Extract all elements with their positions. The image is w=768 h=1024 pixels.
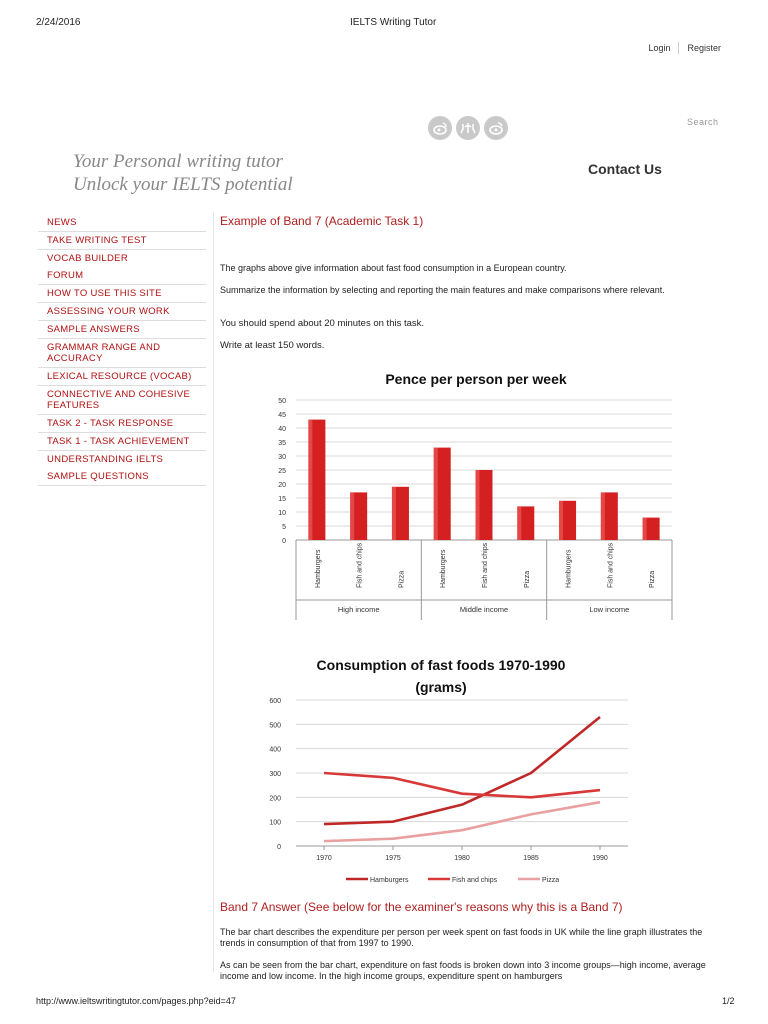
line-series [324,773,600,797]
bar-y-tick-label: 5 [282,524,286,531]
bar-highlight [476,470,480,540]
line-chart-title: Consumption of fast foods 1970-1990 [316,657,566,673]
bar-category-label: Pizza [523,570,531,588]
sidebar-item-understanding[interactable]: UNDERSTANDING IELTS [47,454,164,465]
legend-label: Hamburgers [370,877,409,884]
bar-y-tick-label: 35 [278,440,286,447]
task-time: You should spend about 20 minutes on this task. [220,318,425,329]
bar-highlight [350,492,354,540]
sidebar-menu [38,214,206,486]
bar-highlight [643,518,647,540]
site-tagline [73,150,293,196]
sidebar-item-forum[interactable]: FORUM [38,267,206,285]
contact-us-link[interactable]: Contact Us [588,161,662,177]
bar-y-tick-label: 40 [278,426,286,433]
bar-category-label: Hamburgers [565,549,573,588]
line-x-tick-label: 1980 [454,855,470,862]
login-link[interactable]: Login [648,43,671,53]
bar-chart [220,360,700,630]
line-y-tick-label: 500 [269,722,281,730]
line-y-tick-label: 0 [277,844,281,851]
bar-y-tick-label: 20 [278,482,286,489]
task-intro: The graphs above give information about fast food consumption in a European country. [220,263,567,273]
bar-category-label: Pizza [398,570,406,588]
bar-highlight [517,506,521,540]
bar-y-tick-label: 50 [278,398,286,405]
bar-category-label: Fish and chips [482,542,489,588]
bar-highlight [434,448,438,540]
page-title: Example of Band 7 (Academic Task 1) [220,214,424,228]
sidebar-item-news[interactable]: NEWS [47,217,77,228]
bar-y-tick-label: 15 [278,496,286,503]
line-y-tick-label: 200 [269,795,281,803]
bar-group-label: High income [337,605,380,614]
sidebar-item-task1[interactable]: TASK 1 - TASK ACHIEVEMENT [38,433,206,451]
legend-label: Fish and chips [452,877,498,884]
line-y-tick-label: 400 [269,746,281,754]
weibo-icon[interactable] [428,116,452,140]
sidebar-item-task2[interactable]: TASK 2 - TASK RESPONSE [38,415,206,433]
answer-paragraph-2: As can be seen from the bar chart, expenditure on fast foods is broken down into 3 income groups—high income, average income and low income. In the high income groups, expenditure spent on hamburgers [220,960,706,981]
register-link[interactable]: Register [687,43,721,53]
search-field[interactable]: Search [687,117,719,127]
line-y-tick-label: 100 [269,819,281,827]
tagline-line-2: Unlock your IELTS potential [73,174,293,195]
bar-highlight [392,487,396,540]
sidebar-item-lexical[interactable]: LEXICAL RESOURCE (VOCAB) [38,368,206,386]
social-icons [428,116,508,140]
bar-y-tick-label: 25 [278,468,286,475]
sidebar-item-connective[interactable]: CONNECTIVE AND COHESIVE FEATURES [38,386,206,415]
footer-url: http://www.ieltswritingtutor.com/pages.php?eid=47 [36,996,236,1006]
line-x-tick-label: 1990 [592,855,608,862]
line-x-tick-label: 1970 [316,855,332,862]
answer-heading: Band 7 Answer (See below for the examiner's reasons why this is a Band 7) [220,900,623,914]
sidebar-item-how-to-use[interactable]: HOW TO USE THIS SITE [38,285,206,303]
bar-category-label: Hamburgers [440,549,448,588]
bar-highlight [601,492,605,540]
line-x-tick-label: 1975 [385,855,401,862]
legend-label: Pizza [542,877,560,884]
sidebar-item-take-writing-test[interactable]: TAKE WRITING TEST [38,231,206,250]
sidebar-item-sample-questions[interactable]: SAMPLE QUESTIONS [38,468,206,486]
top-nav [648,42,721,54]
line-y-tick-label: 600 [269,698,281,705]
bar-highlight [559,501,563,540]
bar-y-tick-label: 0 [282,538,286,545]
sidebar-item-grammar[interactable]: GRAMMAR RANGE AND ACCURACY [38,339,206,368]
line-series [324,717,600,824]
bar-category-label: Fish and chips [607,542,615,588]
task-words: Write at least 150 words. [220,340,325,351]
bar-category-label: Fish and chips [356,542,364,588]
print-date: 2/24/2016 [36,17,81,28]
line-chart-subtitle: (grams) [415,679,467,695]
sidebar-item-assessing[interactable]: ASSESSING YOUR WORK [38,303,206,321]
tencent-weibo-icon[interactable] [484,116,508,140]
nav-divider [678,42,679,54]
bar-group-label: Low income [589,605,630,614]
footer-page: 1/2 [722,996,735,1006]
answer-paragraph-1: The bar chart describes the expenditure per person per week spent on fast foods in UK while the line graph illustrates the trends in consumption of that from 1997 to 1990. [220,927,703,948]
bar-category-label: Hamburgers [314,549,322,588]
content-divider [213,212,214,972]
bar-y-tick-label: 45 [278,412,286,419]
bar-category-label: Pizza [649,570,657,588]
sidebar-item-vocab-builder[interactable]: VOCAB BUILDER [47,253,128,264]
line-x-tick-label: 1985 [523,855,539,862]
bar-chart-title: Pence per person per week [385,371,567,387]
tagline-line-1: Your Personal writing tutor [73,151,283,172]
bar-group-label: Middle income [459,605,509,614]
renren-icon[interactable] [456,116,480,140]
line-chart [250,648,630,888]
line-y-tick-label: 300 [269,771,281,778]
task-instruction: Summarize the information by selecting and reporting the main features and make comparisons where relevant. [220,285,665,295]
bar-highlight [308,420,312,540]
bar-y-tick-label: 10 [278,510,286,517]
print-title: IELTS Writing Tutor [350,17,437,28]
sidebar-item-sample-answers[interactable]: SAMPLE ANSWERS [38,321,206,339]
bar-y-tick-label: 30 [278,454,286,461]
